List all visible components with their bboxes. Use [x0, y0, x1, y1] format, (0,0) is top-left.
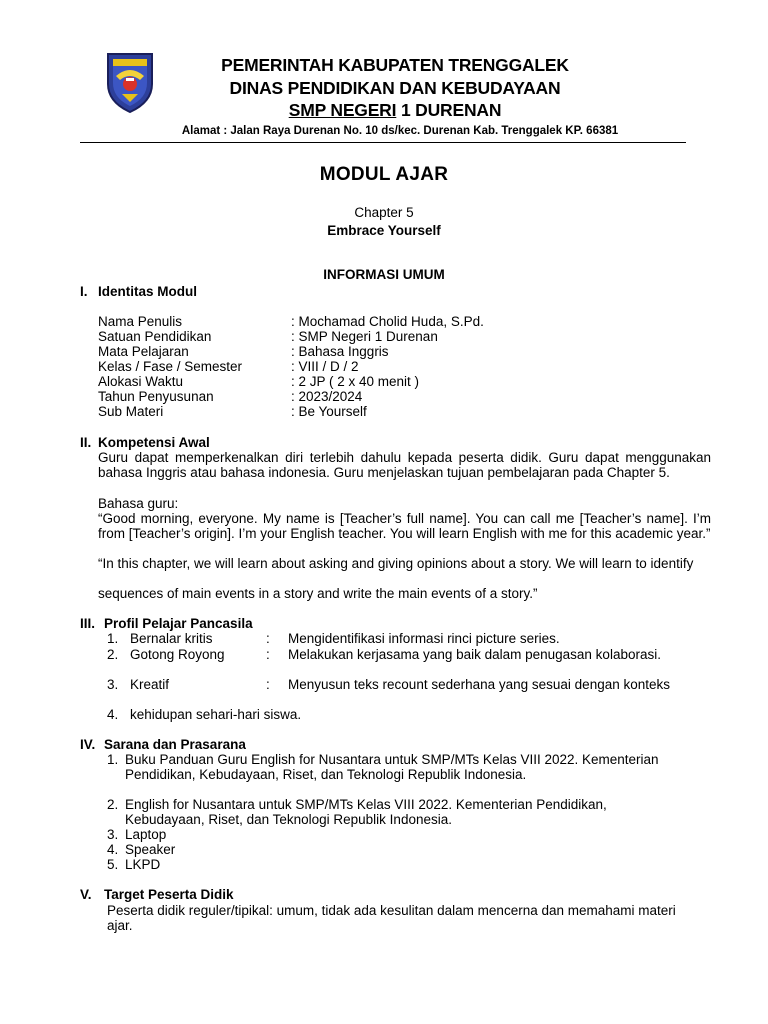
- target-paragraph: Peserta didik reguler/tipikal: umum, tidak ada kesulitan dalam mencerna dan memahami materi ajar.: [107, 903, 676, 933]
- item-text: Buku Panduan Guru English for Nusantara untuk SMP/MTs Kelas VIII 2022. Kementerian Pendidikan, Kebudayaan, Riset, dan Teknologi Republik Indonesia.: [125, 752, 659, 782]
- item-number: 4.: [107, 842, 119, 857]
- item-text: Laptop: [125, 827, 167, 842]
- info-heading: INFORMASI UMUM: [323, 267, 445, 282]
- identity-value: : SMP Negeri 1 Durenan: [291, 329, 438, 344]
- section-number: I.: [80, 284, 88, 299]
- identity-value: : Mochamad Cholid Huda, S.Pd.: [291, 314, 484, 329]
- letterhead-divider: [80, 142, 686, 143]
- item-number: 2.: [107, 797, 119, 812]
- item-number: 1.: [107, 752, 119, 767]
- item-number: 3.: [107, 677, 119, 692]
- item-name: Kreatif: [130, 677, 170, 692]
- item-text: LKPD: [125, 857, 161, 872]
- identity-key: Kelas / Fase / Semester: [98, 359, 243, 374]
- item-name: Gotong Royong: [130, 647, 225, 662]
- identity-key: Alokasi Waktu: [98, 374, 184, 389]
- school-name-rest: 1 DURENAN: [396, 100, 502, 120]
- identity-key: Mata Pelajaran: [98, 344, 189, 359]
- item-name: Bernalar kritis: [130, 631, 213, 646]
- identity-key: Sub Materi: [98, 404, 164, 419]
- letterhead-line-1: PEMERINTAH KABUPATEN TRENGGALEK: [221, 55, 569, 75]
- item-separator: :: [266, 677, 270, 692]
- kompetensi-paragraph-2: Bahasa guru:: [98, 496, 179, 511]
- item-description: Mengidentifikasi informasi rinci picture series.: [288, 631, 560, 646]
- item-name: kehidupan sehari-hari siswa.: [130, 707, 302, 722]
- kompetensi-paragraph-5: sequences of main events in a story and write the main events of a story.”: [98, 586, 538, 601]
- section-number: III.: [80, 616, 96, 631]
- kompetensi-paragraph-4: “In this chapter, we will learn about asking and giving opinions about a story. We will learn to identify: [98, 556, 694, 571]
- section-title: Profil Pelajar Pancasila: [104, 616, 253, 631]
- item-separator: :: [266, 647, 270, 662]
- letterhead-line-3: [160, 100, 630, 121]
- document-title: MODUL AJAR: [319, 164, 449, 185]
- section-title: Identitas Modul: [98, 284, 197, 299]
- kompetensi-paragraph-1: Guru dapat memperkenalkan diri terlebih dahulu kepada peserta didik. Guru dapat menggunakan bahasa Inggris atau bahasa indonesia. Guru menjelaskan tujuan pembelajaran pada Chapter 5.: [98, 450, 711, 480]
- section-heading-kompetensi: [80, 435, 210, 450]
- identity-value: : 2 JP ( 2 x 40 menit ): [291, 374, 420, 389]
- item-number: 5.: [107, 857, 119, 872]
- identity-value: : Bahasa Inggris: [291, 344, 389, 359]
- section-title: Sarana dan Prasarana: [104, 737, 246, 752]
- item-number: 1.: [107, 631, 119, 646]
- chapter-number: Chapter 5: [354, 205, 414, 220]
- identity-key: Satuan Pendidikan: [98, 329, 212, 344]
- item-text: English for Nusantara untuk SMP/MTs Kelas VIII 2022. Kementerian Pendidikan, Kebudayaan, Riset, dan Teknologi Republik Indonesia.: [125, 797, 607, 827]
- kompetensi-paragraph-3: “Good morning, everyone. My name is [Teacher’s full name]. You can call me [Teacher’s name]. I’m from [Teacher’s origin]. I’m your English teacher. You will learn English with me for this academic year.”: [98, 511, 711, 541]
- identity-value: : 2023/2024: [291, 389, 363, 404]
- letterhead-address: Alamat : Jalan Raya Durenan No. 10 ds/kec. Durenan Kab. Trenggalek KP. 66381: [181, 125, 619, 137]
- item-description: Melakukan kerjasama yang baik dalam penugasan kolaborasi.: [288, 647, 661, 662]
- identity-key: Tahun Penyusunan: [98, 389, 214, 404]
- item-number: 3.: [107, 827, 119, 842]
- item-text: Speaker: [125, 842, 176, 857]
- chapter-title: Embrace Yourself: [327, 223, 441, 238]
- section-number: V.: [80, 887, 92, 902]
- section-title: Target Peserta Didik: [104, 887, 234, 902]
- item-separator: :: [266, 631, 270, 646]
- letterhead-line-2: DINAS PENDIDIKAN DAN KEBUDAYAAN: [229, 78, 561, 98]
- section-heading-sarana: [80, 737, 246, 752]
- section-number: II.: [80, 435, 92, 450]
- item-number: 4.: [107, 707, 119, 722]
- identity-value: : Be Yourself: [291, 404, 367, 419]
- section-number: IV.: [80, 737, 96, 752]
- section-heading-identitas: [80, 284, 197, 299]
- section-title: Kompetensi Awal: [98, 435, 210, 450]
- school-crest-icon: [104, 50, 156, 114]
- identity-key: Nama Penulis: [98, 314, 183, 329]
- section-heading-target: [80, 887, 234, 902]
- school-name-underlined: SMP NEGERI: [288, 100, 397, 120]
- item-number: 2.: [107, 647, 119, 662]
- section-heading-profil: [80, 616, 253, 631]
- identity-value: : VIII / D / 2: [291, 359, 359, 374]
- item-description: Menyusun teks recount sederhana yang sesuai dengan konteks: [288, 677, 671, 692]
